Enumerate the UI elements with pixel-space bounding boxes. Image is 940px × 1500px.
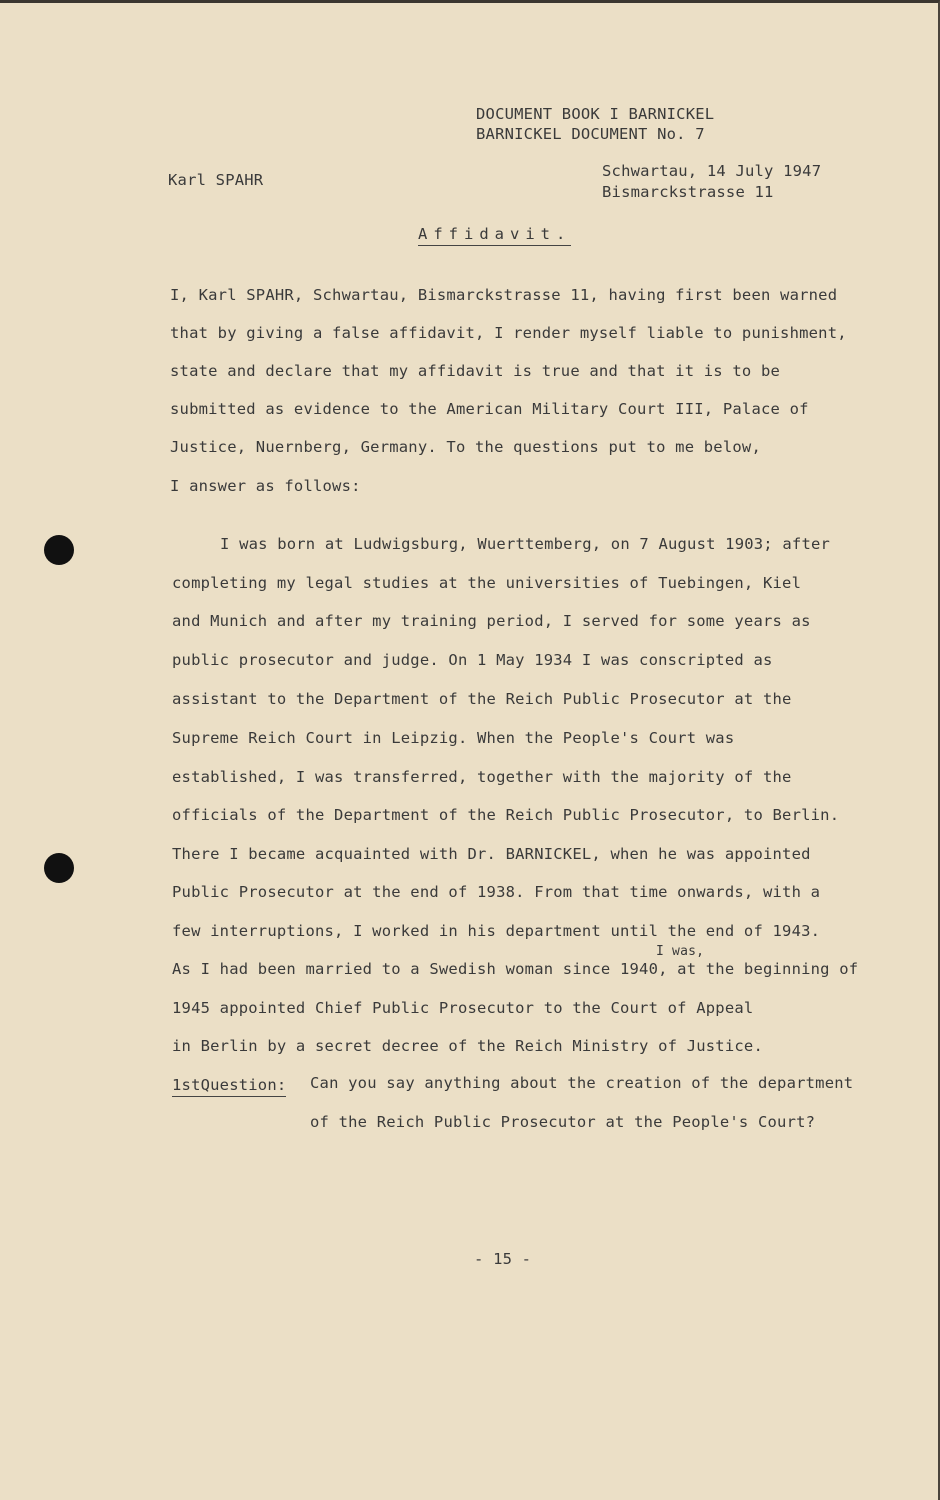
question-label: 1stQuestion: [172,1076,286,1097]
body-line: officials of the Department of the Reich Public Prosecutor, to Berlin. [172,806,840,824]
handwritten-insertion: I was, [656,944,705,959]
body-line: public prosecutor and judge. On 1 May 1934 I was conscripted as [172,651,773,669]
intro-line: submitted as evidence to the American Military Court III, Palace of [170,400,809,418]
body-line: established, I was transferred, together with the majority of the [172,768,792,786]
body-line: There I became acquainted with Dr. BARNICKEL, when he was appointed [172,845,811,863]
intro-line: I, Karl SPAHR, Schwartau, Bismarckstrasse 11, having first been warned [170,286,838,304]
author-name: Karl SPAHR [168,171,264,189]
address: Bismarckstrasse 11 [602,183,774,201]
body-line: 1945 appointed Chief Public Prosecutor to the Court of Appeal [172,999,754,1017]
body-line: in Berlin by a secret decree of the Reich Ministry of Justice. [172,1037,763,1055]
intro-line: Justice, Nuernberg, Germany. To the questions put to me below, [170,438,761,456]
question-text: of the Reich Public Prosecutor at the People's Court? [310,1113,816,1131]
page-number: - 15 - [474,1250,532,1268]
question-text: Can you say anything about the creation of the department [310,1074,854,1092]
place-date: Schwartau, 14 July 1947 [602,162,822,180]
body-line: Public Prosecutor at the end of 1938. From that time onwards, with a [172,883,821,901]
body-line: completing my legal studies at the universities of Tuebingen, Kiel [172,574,802,592]
body-line: few interruptions, I worked in his department until the end of 1943. [172,922,821,940]
punch-hole-bottom [44,853,74,883]
document-title: Affidavit. [418,225,571,246]
body-line: Supreme Reich Court in Leipzig. When the People's Court was [172,729,735,747]
body-line: assistant to the Department of the Reich Public Prosecutor at the [172,690,792,708]
intro-line: state and declare that my affidavit is true and that it is to be [170,362,781,380]
intro-line: I answer as follows: [170,477,361,495]
body-line: I was born at Ludwigsburg, Wuerttemberg, on 7 August 1903; after [220,535,831,553]
body-line: As I had been married to a Swedish woman since 1940, at the beginning of [172,960,859,978]
punch-hole-top [44,535,74,565]
document-number: BARNICKEL DOCUMENT No. 7 [476,125,705,143]
document-book-heading: DOCUMENT BOOK I BARNICKEL [476,105,715,123]
intro-line: that by giving a false affidavit, I render myself liable to punishment, [170,324,847,342]
body-line: and Munich and after my training period, I served for some years as [172,612,811,630]
